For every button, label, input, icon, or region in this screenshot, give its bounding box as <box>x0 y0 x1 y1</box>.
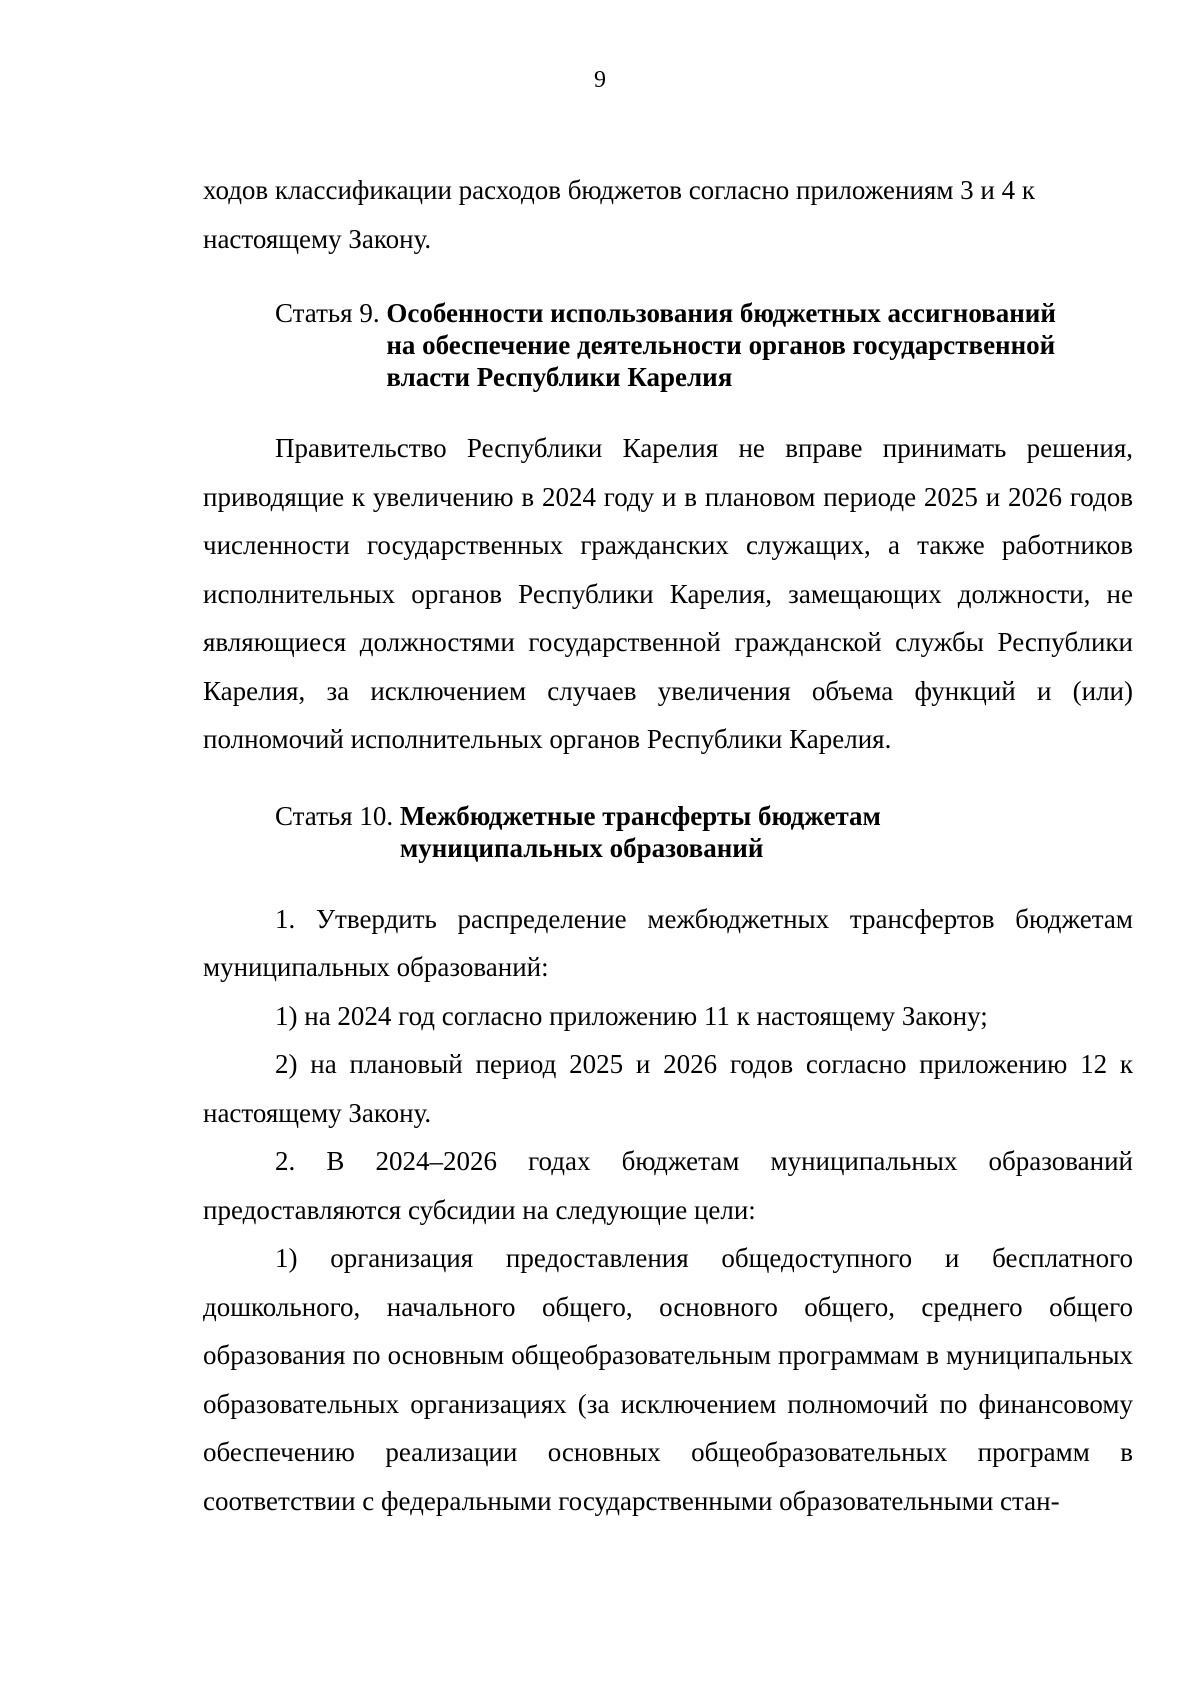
article-9-label: Статья 9. <box>275 298 387 328</box>
article-10-title-line: муниципальных образований <box>399 832 764 863</box>
article-9-paragraph: Правительство Республики Карелия не вправе принимать решения, приводящие к увеличению в 2024 году и в плановом периоде 2025 и 2026 годов численности государственных гражданских служащих, а также работников исполнительных органов Республики Карелия, замещающих должности, не являющиеся должностями государственной гражданской службы Республики Карелия, за исключением случаев увеличения объема функций и (или) полномочий исполнительных органов Республики Карелия. <box>203 433 1133 754</box>
article-10-paragraph: 2) на плановый период 2025 и 2026 годов согласно приложению 12 к настоящему Закону. <box>203 1049 1133 1128</box>
article-9-title-line: на обеспечение деятельности органов государственной <box>386 330 1056 360</box>
article-10-paragraph: 1) организация предоставления общедоступного и бесплатного дошкольного, начального общего, основного общего, среднего общего образования по основным общеобразовательным программам в муниципальных образовательных организациях (за исключением полномочий по финансовому обеспечению реализации основных общеобразовательных программ в соответствии с федеральными государственными образовательными стан- <box>203 1243 1133 1516</box>
article-10-title <box>400 800 881 864</box>
article-9-title-line: Особенности использования бюджетных ассигнований <box>386 298 1056 328</box>
article-9-title-line: власти Республики Карелия <box>386 362 733 392</box>
page-number: 9 <box>594 67 606 93</box>
article-10-paragraph: 1. Утвердить распределение межбюджетных трансфертов бюджетам муниципальных образований: <box>203 903 1133 982</box>
intro-line-1: ходов классификации расходов бюджетов согласно приложениям 3 и 4 к <box>203 175 1035 205</box>
article-10-label: Статья 10. <box>275 800 400 831</box>
intro-line-2: настоящему Закону. <box>203 223 432 254</box>
article-10-heading <box>275 800 1133 864</box>
document-body <box>203 166 1133 1525</box>
article-9-heading <box>275 297 1133 393</box>
article-10-title-line: Межбюджетные трансферты бюджетам <box>399 800 881 831</box>
article-10-paragraph: 2. В 2024–2026 годах бюджетам муниципальных образований предоставляются субсидии на следующие цели: <box>203 1146 1133 1225</box>
article-9-title <box>386 297 1056 393</box>
article-10-paragraph: 1) на 2024 год согласно приложению 11 к настоящему Закону; <box>275 1000 988 1031</box>
